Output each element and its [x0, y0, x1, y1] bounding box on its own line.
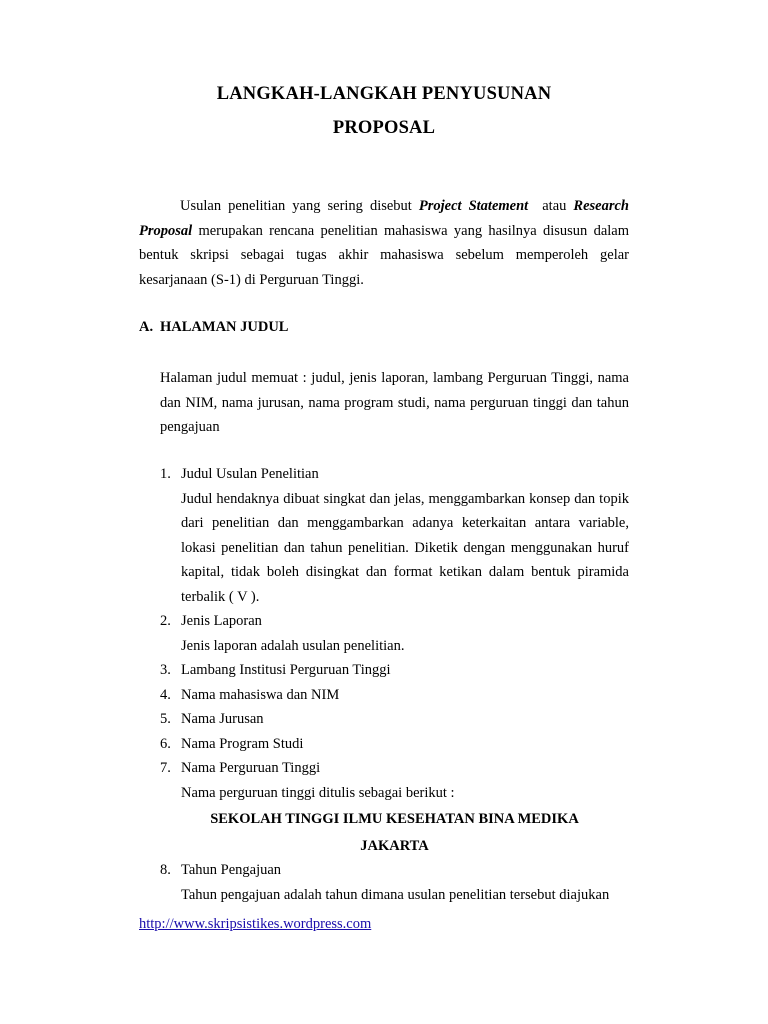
list-item-number: 8. [160, 862, 171, 878]
list-item-title: Jenis Laporan [181, 613, 262, 629]
item-list [160, 462, 629, 907]
institution-name-example-line1: SEKOLAH TINGGI ILMU KESEHATAN BINA MEDIKA [210, 811, 579, 827]
list-item-number: 4. [160, 686, 171, 703]
list-item [160, 732, 629, 757]
document-title-line2: PROPOSAL [332, 118, 436, 138]
document-title-line1: LANGKAH-LANGKAH PENYUSUNAN [216, 84, 552, 104]
list-item-number: 7. [160, 760, 171, 776]
list-item-description: Judul hendaknya dibuat singkat dan jelas, menggambarkan konsep dan topik dari penelitian dan menggambarkan adanya keterkaitan antara variable, lokasi penelitian dan tahun penelitian. Diketik dengan menggunakan huruf kapital, tidak boleh disingkat dan format ketikan dalam bentuk piramida terbalik ( V ). [181, 490, 629, 605]
section-number: A. [139, 319, 154, 335]
intro-paragraph [139, 194, 629, 292]
list-item [160, 707, 629, 732]
list-item-description: Nama perguruan tinggi ditulis sebagai berikut : [181, 784, 455, 801]
list-item [160, 756, 629, 858]
list-item-title: Nama Program Studi [181, 735, 304, 752]
list-item-number: 1. [160, 466, 171, 482]
section-title: HALAMAN JUDUL [160, 319, 289, 335]
list-item [160, 683, 629, 708]
list-item-number: 5. [160, 711, 171, 727]
intro-text-3: merupakan rencana penelitian mahasiswa yang hasilnya disusun dalam bentuk skripsi sebagai tugas akhir mahasiswa sebelum memperoleh gelar kesarjanaan (S-1) di Perguruan Tinggi. [139, 222, 629, 288]
section-heading [139, 319, 288, 336]
list-item-title: Nama Jurusan [181, 711, 264, 727]
list-item-title: Lambang Institusi Perguruan Tinggi [181, 662, 391, 678]
list-item-number: 3. [160, 662, 171, 678]
list-item-title: Nama Perguruan Tinggi [181, 760, 321, 776]
institution-name-example-line2: JAKARTA [360, 837, 429, 854]
list-item-description: Jenis laporan adalah usulan penelitian. [181, 637, 405, 654]
list-item-description: Tahun pengajuan adalah tahun dimana usulan penelitian tersebut diajukan [181, 886, 610, 903]
list-item-number: 2. [160, 613, 171, 629]
intro-emphasis-2: Research Proposal [139, 198, 630, 239]
list-item [160, 462, 629, 609]
list-item-title: Nama mahasiswa dan NIM [181, 686, 340, 703]
intro-emphasis-1: Project Statement [418, 198, 529, 214]
list-item-title: Judul Usulan Penelitian [181, 466, 319, 482]
list-item [160, 858, 629, 907]
list-item-title: Tahun Pengajuan [181, 862, 282, 878]
list-item-number: 6. [160, 735, 171, 752]
section-paragraph: Halaman judul memuat : judul, jenis laporan, lambang Perguruan Tinggi, nama dan NIM, nama jurusan, nama program studi, nama perguruan tinggi dan tahun pengajuan [160, 370, 629, 435]
list-item [160, 658, 629, 683]
list-item [160, 609, 629, 658]
footer-website-link[interactable]: http://www.skripsistikes.wordpress.com [139, 916, 372, 932]
intro-text-1: Usulan penelitian yang sering disebut [180, 198, 419, 214]
intro-text-2: atau [528, 198, 574, 214]
